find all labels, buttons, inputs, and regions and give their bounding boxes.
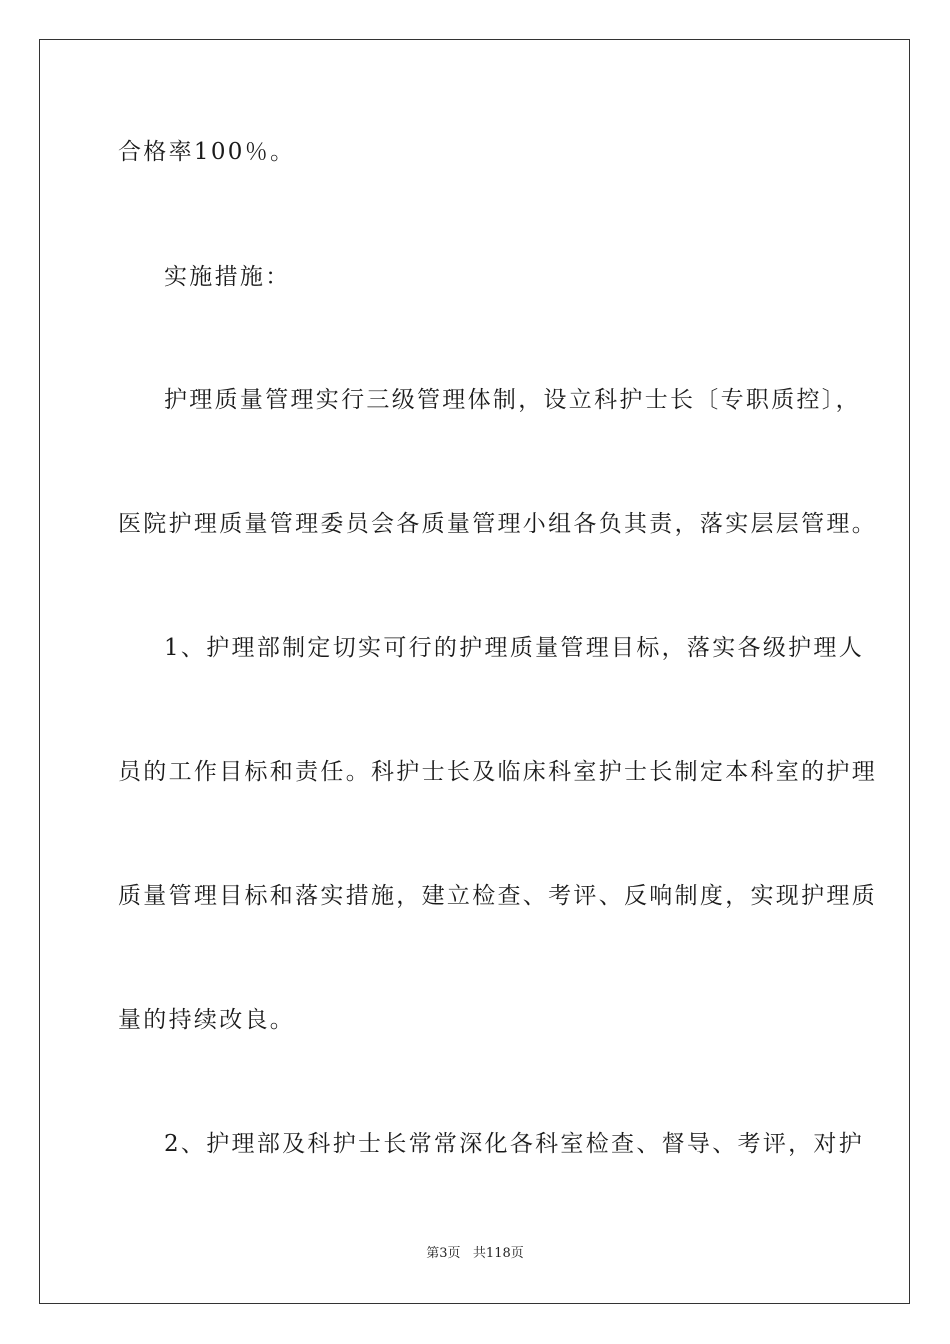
text-line-5: 1、护理部制定切实可行的护理质量管理目标，落实各级护理人: [164, 635, 865, 661]
text-line-9: 2、护理部及科护士长常常深化各科室检查、督导、考评，对护: [164, 1131, 865, 1157]
text-line-4: 医院护理质量管理委员会各质量管理小组各负其责，落实层层管理。: [118, 511, 877, 537]
text-line-3: 护理质量管理实行三级管理体制，设立科护士长〔专职质控〕，: [164, 387, 861, 413]
text-line-1: 合格率100％。: [118, 139, 296, 165]
total-pages: 共118页: [472, 1246, 524, 1261]
text-line-7: 质量管理目标和落实措施，建立检查、考评、反响制度，实现护理质: [118, 883, 877, 909]
text-line-8: 量的持续改良。: [118, 1007, 296, 1033]
page-footer: [0, 1245, 950, 1263]
text-line-2: 实施措施：: [164, 264, 291, 290]
page-border: [39, 39, 910, 1304]
text-line-6: 员的工作目标和责任。科护士长及临床科室护士长制定本科室的护理: [118, 759, 877, 785]
page-number: 第3页: [426, 1246, 461, 1261]
